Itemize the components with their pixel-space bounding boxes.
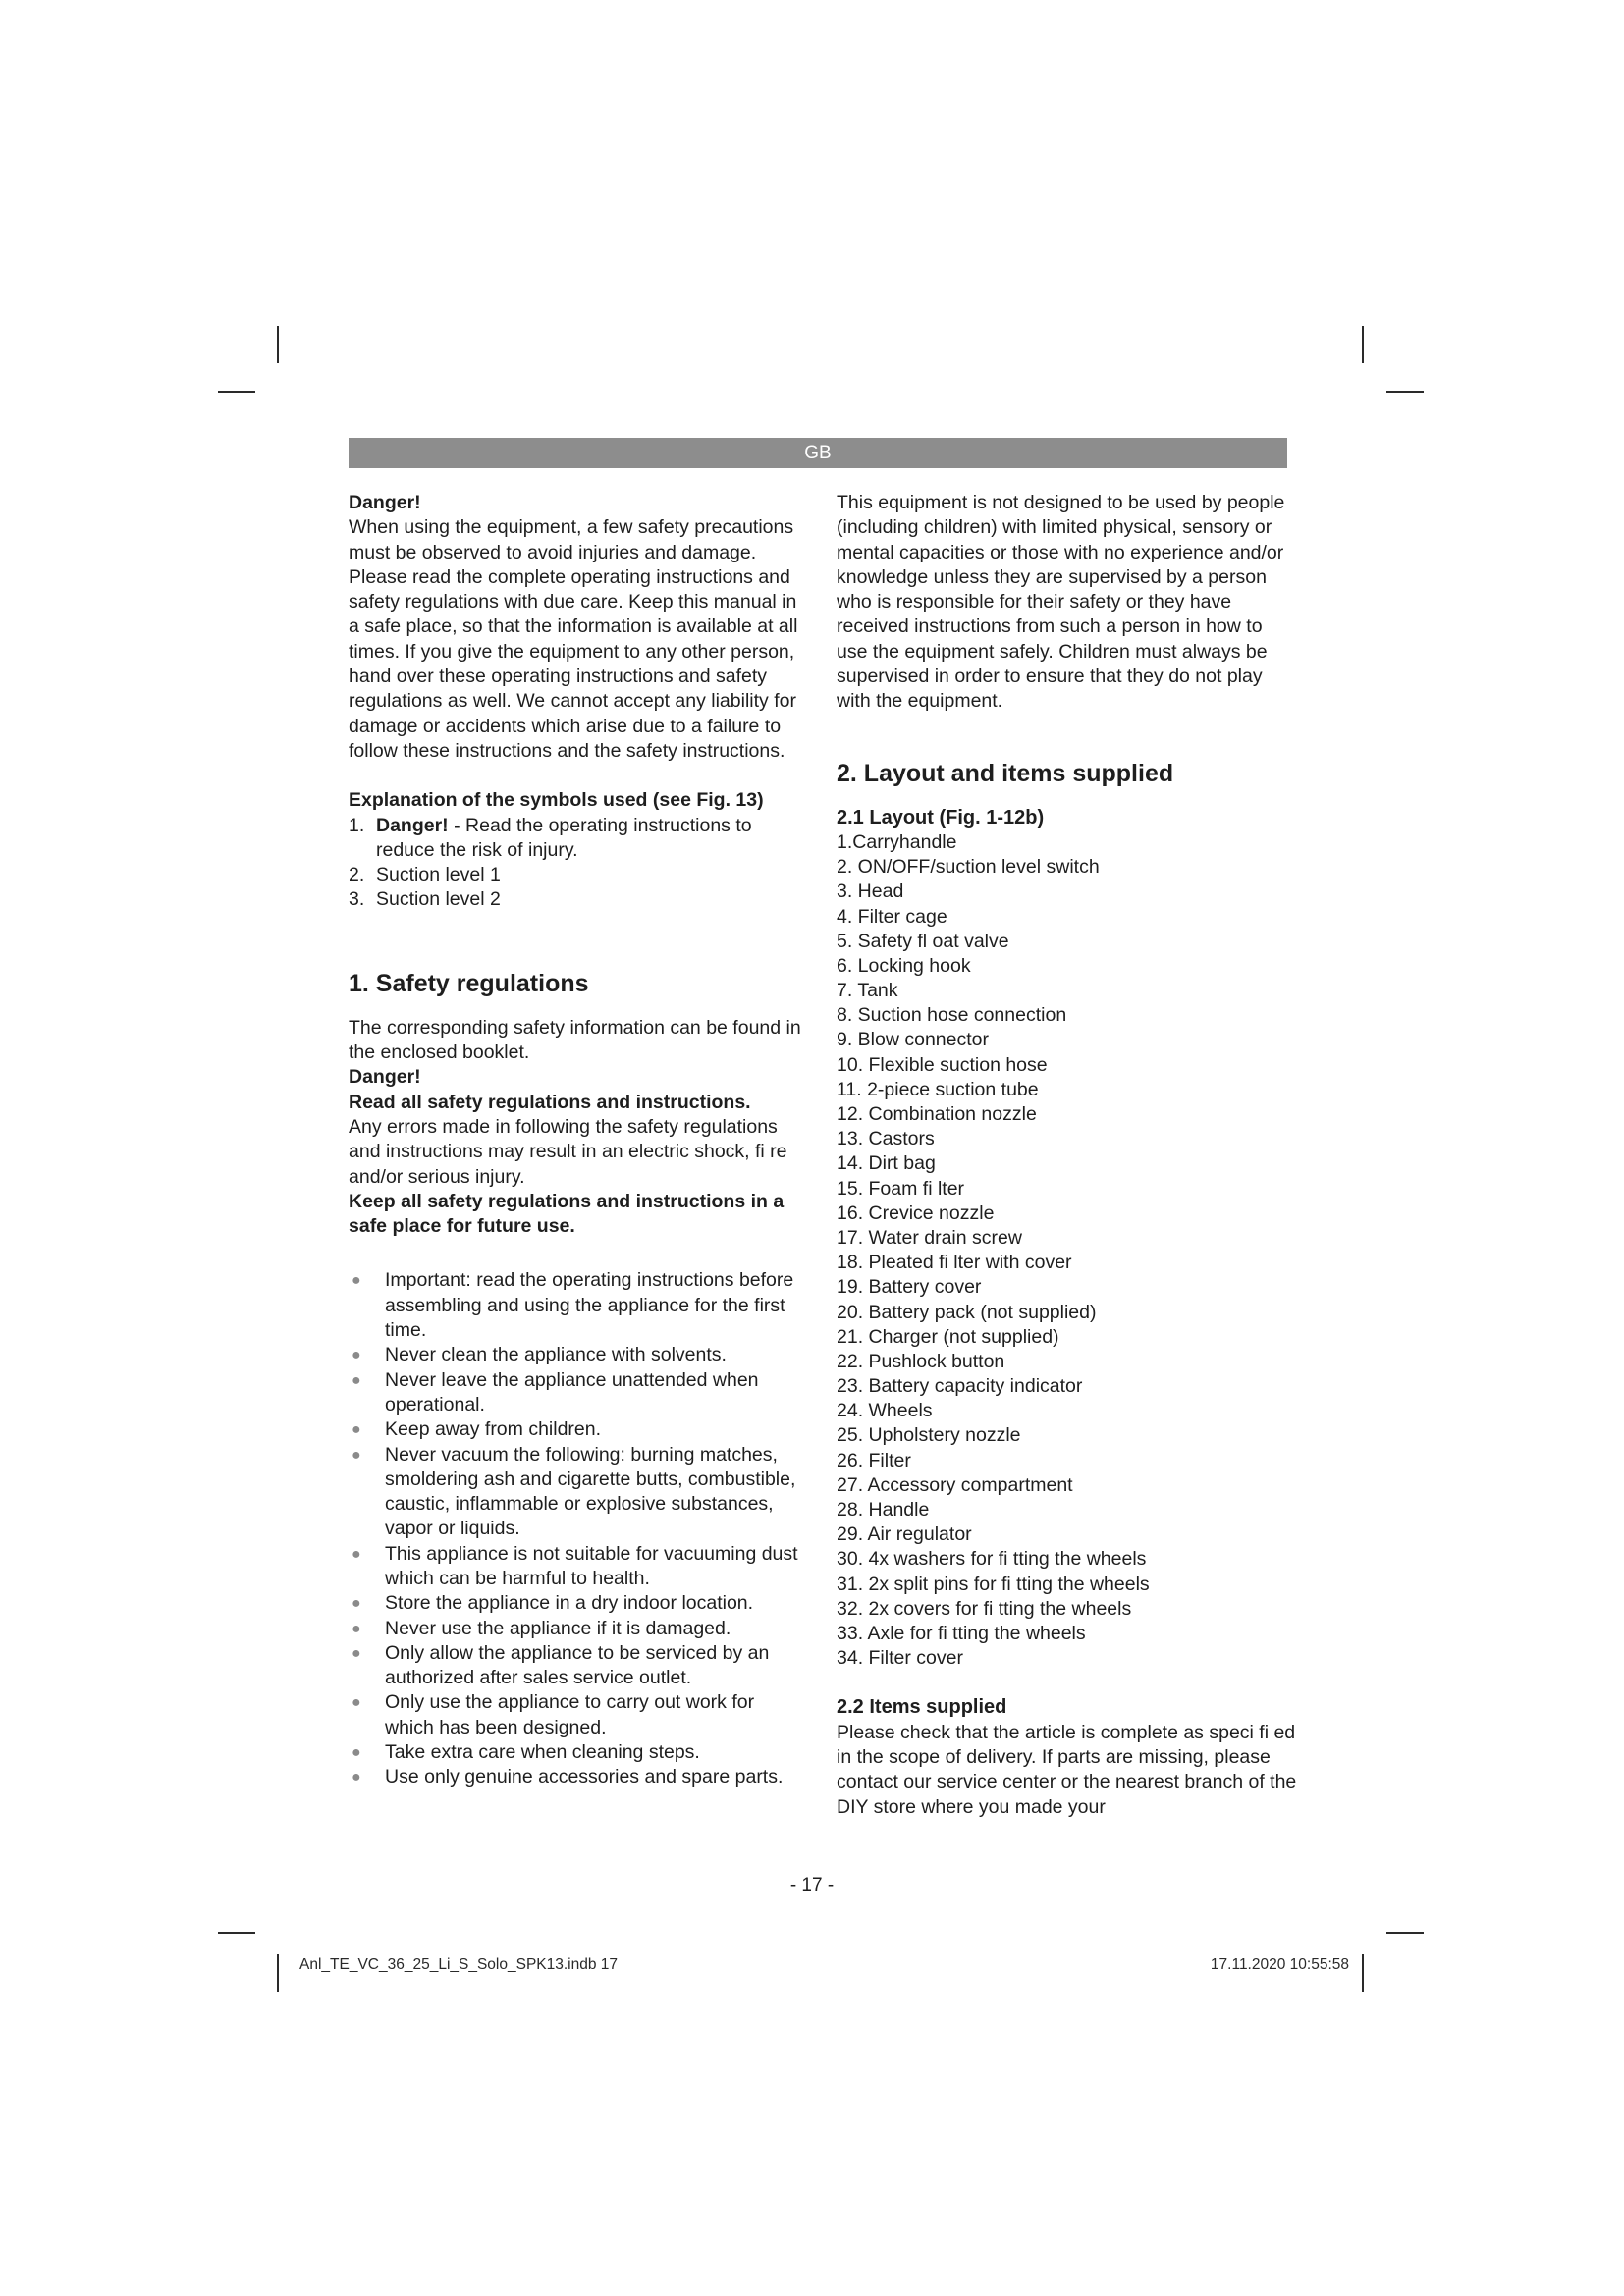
part-item: 34. Filter cover	[837, 1647, 963, 1670]
crop-mark-top-right-horizontal	[1386, 391, 1424, 393]
part-item: 6. Locking hook	[837, 954, 971, 977]
language-code: GB	[804, 443, 832, 463]
safety-bullet-item: ● Use only genuine accessories and spare parts.	[349, 1765, 802, 1789]
part-item: 3. Head	[837, 881, 904, 903]
part-item: 9. Blow connector	[837, 1029, 990, 1051]
part-item: 22. Pushlock button	[837, 1350, 1005, 1372]
right-column	[837, 491, 1298, 1820]
language-header-bar	[349, 438, 1287, 468]
part-item: 31. 2x split pins for fi tting the wheels	[837, 1573, 1150, 1595]
capacity-warning-paragraph: This equipment is not designed to be used by people (including children) with limited physical, sensory or mental capacities or those with no experience and/or knowledge unless they are supervised by a person who is responsible for their safety or they have received instructions from such a person in how to use the equipment safely. Children must always be supervised in order to ensure that they do not play with the equipment.	[837, 492, 1285, 713]
items-supplied-paragraph: Please check that the article is complete as speci fi ed in the scope of delivery. If parts are missing, please contact our service center or the nearest branch of the DIY store where you made your	[837, 1721, 1297, 1818]
safety-bullet-item: ● This appliance is not suitable for vacuuming dust which can be harmful to health.	[352, 1542, 798, 1589]
crop-mark-bottom-left-vertical	[277, 1954, 279, 1992]
part-item: 16. Crevice nozzle	[837, 1201, 995, 1224]
danger-heading: Danger!	[349, 492, 421, 513]
part-item: 32. 2x covers for fi tting the wheels	[837, 1597, 1132, 1620]
safety-danger: Danger!	[349, 1066, 421, 1089]
safety-bullet-item: ● Never leave the appliance unattended when operational.	[352, 1368, 759, 1415]
part-item: 10. Flexible suction hose	[837, 1053, 1048, 1076]
part-item: 4. Filter cage	[837, 905, 947, 928]
danger-paragraph: When using the equipment, a few safety precautions must be observed to avoid injuries and damage. Please read the complete operating instructions and safety regulations with due care. Keep this manual in a safe place, so that the information is available at all times. If you give the equipment to any other person, hand over these operating instructions and safety regulations as well. We cannot accept any liability for damage or accidents which arise due to a failure to follow these instructions and the safety instructions.	[349, 516, 798, 762]
safety-bullet-item: ● Important: read the operating instructions before assembling and using the appliance for the first time.	[352, 1269, 794, 1342]
left-column	[349, 491, 802, 1790]
bullet-icon: ●	[352, 1620, 361, 1637]
footer-datetime: 17.11.2020 10:55:58	[1210, 1956, 1349, 1973]
part-item: 30. 4x washers for fi tting the wheels	[837, 1548, 1147, 1571]
safety-intro: The corresponding safety information can be found in the enclosed booklet.	[349, 1016, 801, 1064]
part-item: 28. Handle	[837, 1499, 930, 1522]
part-item: 11. 2-piece suction tube	[837, 1078, 1039, 1100]
part-item: 12. Combination nozzle	[837, 1103, 1037, 1126]
safety-bullet-item: ● Only allow the appliance to be serviced by an authorized after sales service outlet.	[352, 1641, 770, 1689]
part-item: 20. Battery pack (not supplied)	[837, 1301, 1097, 1323]
part-item: 7. Tank	[837, 980, 898, 1002]
part-item: 5. Safety fl oat valve	[837, 930, 1009, 952]
bullet-icon: ●	[352, 1347, 361, 1364]
part-item: 2. ON/OFF/suction level switch	[837, 856, 1100, 879]
part-item: 14. Dirt bag	[837, 1152, 936, 1175]
safety-read-all: Read all safety regulations and instructions.	[349, 1091, 751, 1113]
bullet-icon: ●	[352, 1694, 361, 1712]
part-item: 27. Accessory compartment	[837, 1473, 1073, 1496]
bullet-icon: ●	[352, 1744, 361, 1762]
part-item: 18. Pleated fi lter with cover	[837, 1252, 1072, 1274]
safety-bullet-item: ● Take extra care when cleaning steps.	[349, 1740, 802, 1765]
safety-bullet-item: ● Never vacuum the following: burning matches, smoldering ash and cigarette butts, combustible, caustic, inflammable or explosive substances, vapor or liquids.	[352, 1443, 796, 1540]
part-item: 25. Upholstery nozzle	[837, 1424, 1021, 1447]
symbol-item: 3. Suction level 2	[349, 888, 501, 911]
part-item: 17. Water drain screw	[837, 1226, 1022, 1249]
footer-filename: Anl_TE_VC_36_25_Li_S_Solo_SPK13.indb 17	[299, 1956, 619, 1973]
safety-errors: Any errors made in following the safety regulations and instructions may result in an electric shock, fi re and/or serious injury.	[349, 1115, 787, 1188]
part-item: 8. Suction hose connection	[837, 1004, 1067, 1027]
safety-bullet-item: ● Only use the appliance to carry out work for which has been designed.	[352, 1691, 755, 1738]
part-item: 33. Axle for fi tting the wheels	[837, 1622, 1086, 1644]
crop-mark-bottom-left-horizontal	[218, 1932, 255, 1934]
bullet-icon: ●	[352, 1446, 361, 1464]
symbol-item: 1. Danger! - Read the operating instructions to reduce the risk of injury.	[349, 814, 752, 861]
safety-bullet-item: ● Never clean the appliance with solvents.	[349, 1343, 802, 1367]
safety-keep: Keep all safety regulations and instructions in a safe place for future use.	[349, 1190, 785, 1238]
safety-bullet-item: ● Never use the appliance if it is damaged.	[349, 1617, 802, 1641]
crop-mark-top-right-vertical	[1362, 326, 1364, 363]
symbols-heading: Explanation of the symbols used (see Fig. 13)	[349, 789, 764, 812]
part-item: 23. Battery capacity indicator	[837, 1375, 1083, 1398]
part-item: 15. Foam fi lter	[837, 1177, 965, 1200]
part-item: 1.Carryhandle	[837, 830, 957, 853]
safety-regulations-heading: 1. Safety regulations	[349, 969, 589, 997]
part-item: 29. Air regulator	[837, 1523, 972, 1546]
parts-list	[837, 830, 1298, 1671]
part-item: 19. Battery cover	[837, 1276, 982, 1299]
bullet-icon: ●	[352, 1545, 361, 1563]
layout-subheading: 2.1 Layout (Fig. 1-12b)	[837, 806, 1045, 828]
safety-bullet-item: ● Store the appliance in a dry indoor location.	[349, 1591, 802, 1616]
items-supplied-subheading: 2.2 Items supplied	[837, 1696, 1007, 1719]
symbol-item: 2. Suction level 1	[349, 864, 501, 886]
bullet-icon: ●	[352, 1371, 361, 1389]
layout-items-heading: 2. Layout and items supplied	[837, 759, 1174, 787]
part-item: 26. Filter	[837, 1449, 911, 1471]
crop-mark-top-left-horizontal	[218, 391, 255, 393]
safety-bullet-list	[349, 1268, 802, 1789]
bullet-icon: ●	[352, 1769, 361, 1787]
part-item: 21. Charger (not supplied)	[837, 1325, 1059, 1348]
crop-mark-bottom-right-vertical	[1362, 1954, 1364, 1992]
bullet-icon: ●	[352, 1595, 361, 1613]
part-item: 24. Wheels	[837, 1400, 933, 1422]
part-item: 13. Castors	[837, 1128, 935, 1150]
crop-mark-bottom-right-horizontal	[1386, 1932, 1424, 1934]
symbols-list	[349, 814, 802, 913]
crop-mark-top-left-vertical	[277, 326, 279, 363]
safety-bullet-item: ● Keep away from children.	[349, 1417, 802, 1442]
page-number: - 17 -	[789, 1875, 835, 1896]
bullet-icon: ●	[352, 1272, 361, 1290]
bullet-icon: ●	[352, 1421, 361, 1439]
bullet-icon: ●	[352, 1644, 361, 1662]
